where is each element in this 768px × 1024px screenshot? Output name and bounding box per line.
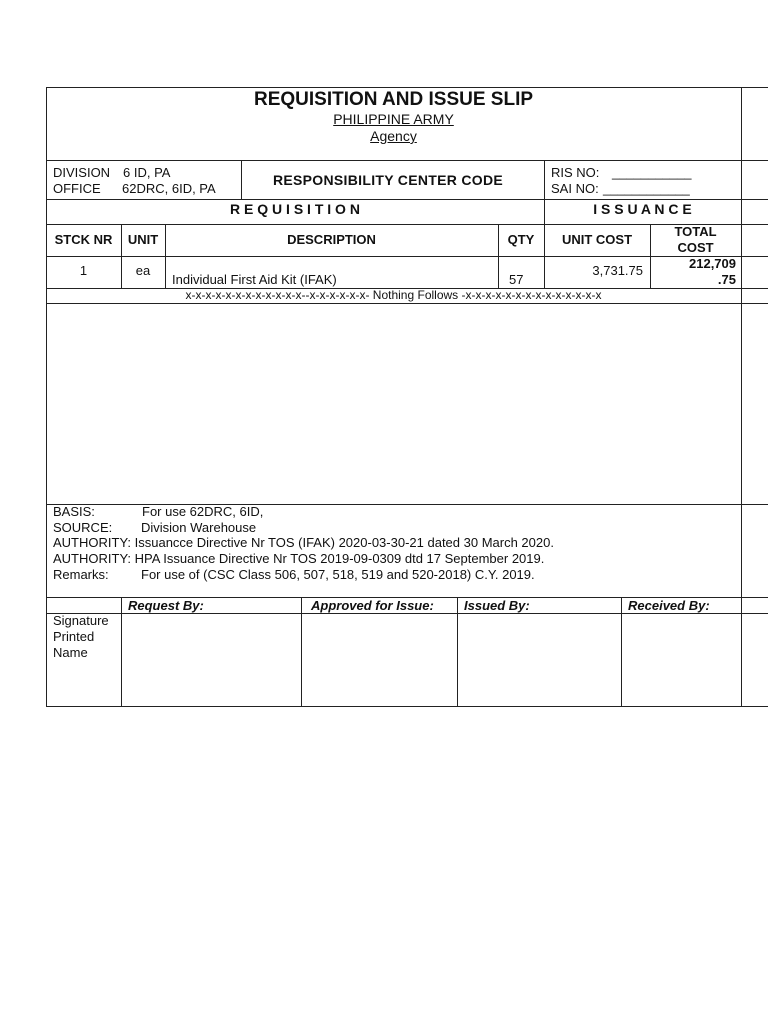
authority-line-2: AUTHORITY: HPA Issuance Directive Nr TOS 2019-09-0309 dtd 17 September 2019. <box>53 551 545 566</box>
approved-signature-field[interactable] <box>302 614 457 707</box>
responsibility-center-code: RESPONSIBILITY CENTER CODE <box>272 172 503 188</box>
sai-no-label: SAI NO: <box>551 181 599 196</box>
basis-value: For use 62DRC, 6ID, <box>142 504 264 519</box>
request-by-label: Request By: <box>128 598 204 613</box>
issuance-heading: I S S U A N C E <box>593 201 692 217</box>
col-unit: UNIT <box>127 232 159 247</box>
requisition-heading: R E Q U I S I T I O N <box>230 201 360 217</box>
division-label: DIVISION <box>53 165 111 180</box>
item-total-cost-line1: 212,709 <box>689 256 736 271</box>
remarks-label: Remarks: <box>53 567 109 582</box>
received-by-label: Received By: <box>628 598 710 613</box>
printed-label: Printed <box>53 629 95 644</box>
item-stock-nr: 1 <box>79 263 88 278</box>
item-total-cost-line2: .75 <box>717 272 736 287</box>
received-by-signature-field[interactable] <box>622 614 741 707</box>
col-stock-nr: STCK NR <box>54 232 113 247</box>
item-qty: 57 <box>509 272 524 287</box>
basis-label: BASIS: <box>53 504 95 519</box>
ris-no-value: ___________ <box>612 165 692 180</box>
agency-label: Agency <box>370 128 417 144</box>
office-label: OFFICE <box>53 181 101 196</box>
sai-no-value: ____________ <box>603 181 690 196</box>
source-label: SOURCE: <box>53 520 113 535</box>
col-unit-cost: UNIT COST <box>561 232 633 247</box>
form-title: REQUISITION AND ISSUE SLIP <box>253 89 534 110</box>
divider-header <box>46 160 768 161</box>
col-description: DESCRIPTION <box>287 232 376 247</box>
source-value: Division Warehouse <box>141 520 257 535</box>
nothing-follows-line: x-x-x-x-x-x-x-x-x-x-x-x--x-x-x-x-x-x- Nothing Follows -x-x-x-x-x-x-x-x-x-x-x-x-x-x <box>185 288 602 302</box>
col-total-cost-line2: COST <box>677 240 714 255</box>
agency-name: PHILIPPINE ARMY <box>333 111 454 127</box>
name-label: Name <box>53 645 88 660</box>
approved-for-issue-label: Approved for Issue: <box>311 598 434 613</box>
col-total-cost-line1: TOTAL <box>674 224 717 239</box>
remarks-value: For use of (CSC Class 506, 507, 518, 519 and 520-2018) C.Y. 2019. <box>141 567 535 582</box>
item-description: Individual First Aid Kit (IFAK) <box>172 272 337 287</box>
division-value: 6 ID, PA <box>123 165 171 180</box>
signature-label: Signature <box>53 613 109 628</box>
request-by-signature-field[interactable] <box>122 614 301 707</box>
right-margin-line <box>741 87 742 707</box>
office-value: 62DRC, 6ID, PA <box>122 181 216 196</box>
ris-no-label: RIS NO: <box>551 165 600 180</box>
col-qty: QTY <box>507 232 535 247</box>
divider-info <box>46 199 768 200</box>
authority-line-1: AUTHORITY: Issuancce Directive Nr TOS (IFAK) 2020-03-30-21 dated 30 March 2020. <box>53 535 554 550</box>
item-unit: ea <box>135 263 151 278</box>
issued-by-signature-field[interactable] <box>458 614 621 707</box>
issued-by-label: Issued By: <box>464 598 530 613</box>
divider-nothing-follows <box>46 303 768 304</box>
item-unit-cost: 3,731.75 <box>592 263 643 278</box>
info-divider-2 <box>544 160 545 199</box>
